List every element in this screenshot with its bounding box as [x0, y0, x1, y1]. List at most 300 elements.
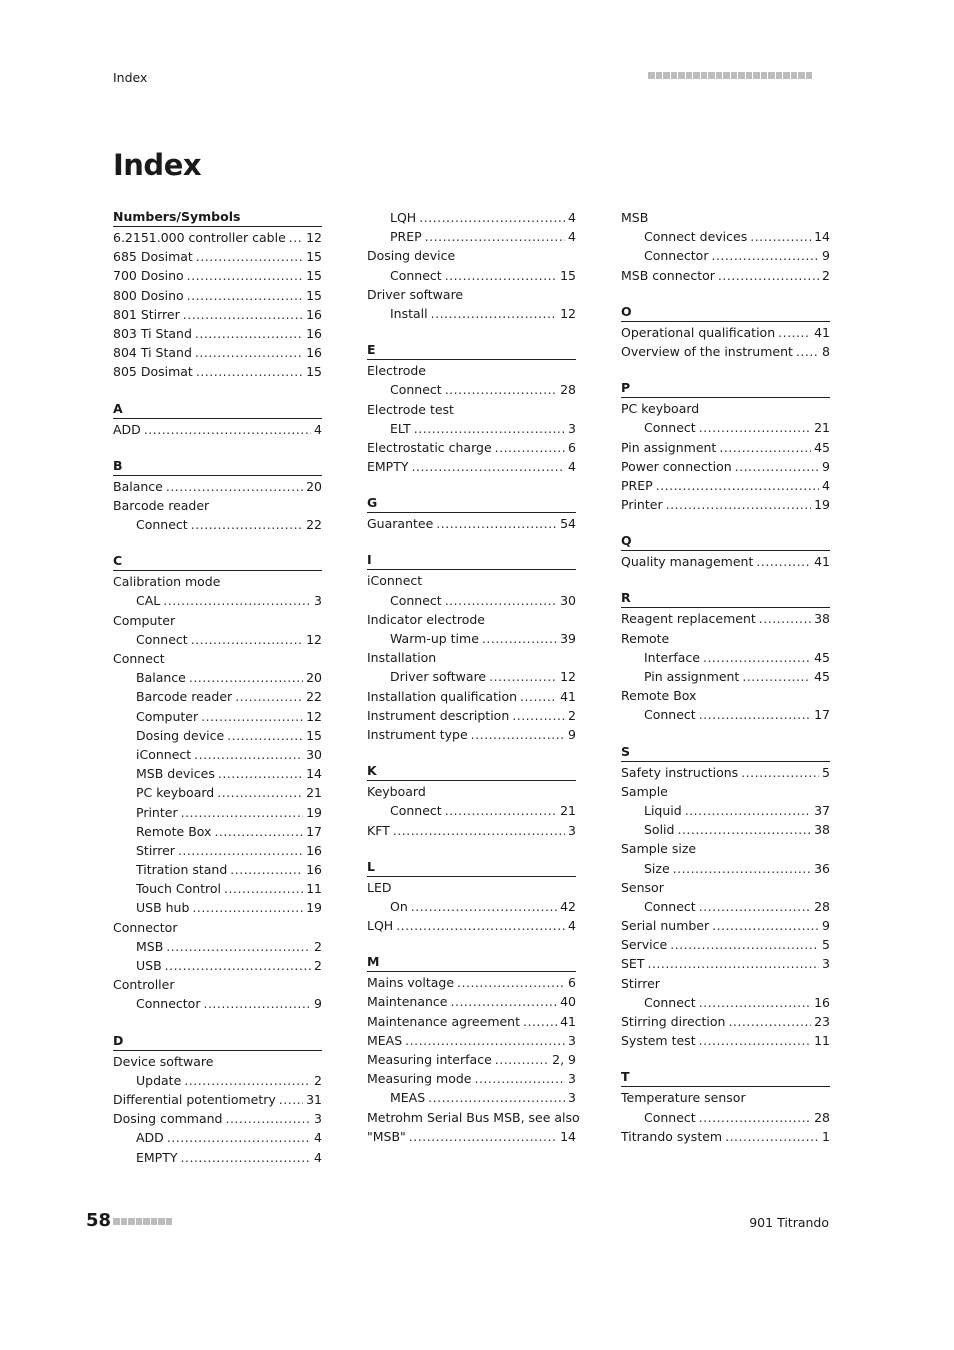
- index-entry: [367, 916, 576, 935]
- dot-leader: [728, 1012, 811, 1031]
- dot-leader: [235, 687, 303, 706]
- dot-leader: [489, 667, 557, 686]
- entry-term: Remote Box: [136, 823, 212, 839]
- dot-leader: [166, 477, 303, 496]
- entry-term: Driver software: [390, 669, 487, 685]
- index-section: [113, 400, 322, 439]
- dot-leader: [495, 1050, 549, 1069]
- index-entry: [367, 648, 576, 667]
- decor-square: [143, 1218, 150, 1225]
- index-subentry: [113, 707, 322, 726]
- entry-term: Mains voltage: [367, 975, 455, 991]
- entry-page-ref: 4: [314, 421, 322, 437]
- index-entry: [367, 400, 576, 419]
- dot-leader: [523, 1012, 557, 1031]
- entry-term: Stirrer: [136, 842, 175, 858]
- index-entry: [621, 399, 830, 418]
- dot-leader: [445, 266, 557, 285]
- entry-term: 700 Dosino: [113, 268, 184, 284]
- dot-leader: [428, 1088, 565, 1107]
- entry-term: Power connection: [621, 458, 732, 474]
- entry-page-ref: 3: [568, 420, 576, 436]
- index-entry: [367, 821, 576, 840]
- dot-leader: [445, 591, 557, 610]
- index-section: [367, 762, 576, 840]
- index-subentry: [113, 1148, 322, 1167]
- index-entry: [113, 611, 322, 630]
- index-subentry: [621, 993, 830, 1012]
- index-entry: [113, 266, 322, 285]
- dot-leader: [451, 992, 558, 1011]
- entry-page-ref: 11: [306, 881, 322, 897]
- entry-term: ADD: [113, 421, 141, 437]
- entry-term: Connect: [390, 382, 442, 398]
- section-letter: B: [113, 457, 322, 476]
- entry-term: Balance: [136, 670, 186, 686]
- entry-page-ref: 5: [822, 764, 830, 780]
- index-entry: [621, 763, 830, 782]
- entry-page-ref: 23: [814, 1014, 830, 1029]
- entry-page-ref: 21: [814, 420, 830, 436]
- entry-term: Pin assignment: [621, 439, 717, 455]
- dot-leader: [414, 419, 565, 438]
- entry-term: Liquid: [644, 802, 682, 818]
- entry-term: MEAS: [390, 1090, 426, 1106]
- index-entry: [113, 1109, 322, 1128]
- entry-term: MSB: [136, 938, 164, 954]
- entry-page-ref: 2: [314, 938, 322, 954]
- index-entry: [113, 975, 322, 994]
- section-letter: L: [367, 858, 576, 877]
- index-section: [113, 1032, 322, 1167]
- dot-leader: [699, 418, 811, 437]
- entry-term: Sample size: [621, 841, 697, 857]
- decor-square: [686, 72, 693, 79]
- dot-leader: [457, 973, 565, 992]
- index-entry: [621, 1088, 830, 1107]
- decor-square: [113, 1218, 120, 1225]
- index-subentry: [113, 687, 322, 706]
- dot-leader: [196, 247, 303, 266]
- index-section: [367, 551, 576, 744]
- index-entry: [113, 228, 322, 247]
- dot-leader: [227, 726, 303, 745]
- dot-leader: [656, 476, 819, 495]
- dot-leader: [178, 841, 303, 860]
- entry-term: Balance: [113, 478, 163, 494]
- footer-decoration-squares: [113, 1218, 172, 1225]
- entry-page-ref: 4: [568, 918, 576, 934]
- decor-square: [738, 72, 745, 79]
- entry-term: Measuring mode: [367, 1071, 472, 1087]
- entry-page-ref: 17: [814, 707, 830, 723]
- index-subentry: [367, 629, 576, 648]
- entry-term: Instrument type: [367, 726, 468, 742]
- entry-term: Guarantee: [367, 516, 434, 532]
- entry-term: ADD: [136, 1130, 164, 1146]
- dot-leader: [750, 227, 811, 246]
- decor-square: [678, 72, 685, 79]
- entry-term: Maintenance: [367, 994, 448, 1010]
- entry-page-ref: 9: [822, 918, 830, 934]
- decor-square: [723, 72, 730, 79]
- entry-term: Device software: [113, 1053, 214, 1069]
- index-entry: [621, 609, 830, 628]
- entry-term: MSB devices: [136, 766, 215, 782]
- index-entry: [113, 247, 322, 266]
- index-entry: [621, 629, 830, 648]
- entry-page-ref: 16: [306, 325, 322, 341]
- section-letter: T: [621, 1068, 830, 1087]
- entry-term: Calibration mode: [113, 574, 221, 590]
- entry-page-ref: 38: [814, 822, 830, 838]
- entry-page-ref: 22: [306, 689, 322, 705]
- index-entry: [113, 649, 322, 668]
- dot-leader: [181, 1148, 312, 1167]
- dot-leader: [712, 916, 819, 935]
- entry-term: Electrode: [367, 363, 426, 379]
- dot-leader: [756, 552, 811, 571]
- entry-page-ref: 19: [814, 497, 830, 513]
- entry-term: Serial number: [621, 918, 710, 934]
- dot-leader: [703, 648, 811, 667]
- index-subentry: [113, 726, 322, 745]
- index-subentry: [113, 668, 322, 687]
- index-entry: [367, 438, 576, 457]
- index-entry: [621, 686, 830, 705]
- index-section: [367, 858, 576, 936]
- entry-term: Operational qualification: [621, 324, 776, 340]
- entry-page-ref: 41: [814, 324, 830, 340]
- entry-term: Printer: [621, 497, 663, 513]
- entry-term: On: [390, 898, 408, 914]
- index-subentry: [621, 897, 830, 916]
- dot-leader: [699, 897, 811, 916]
- dot-leader: [187, 266, 303, 285]
- dot-leader: [699, 1108, 811, 1127]
- dot-leader: [711, 246, 819, 265]
- index-entry: [367, 1127, 576, 1146]
- index-entry: [621, 916, 830, 935]
- entry-term: Titrando system: [621, 1128, 723, 1144]
- index-entry: [367, 725, 576, 744]
- entry-term: Remote Box: [621, 688, 697, 704]
- dot-leader: [214, 822, 303, 841]
- dot-leader: [225, 1109, 311, 1128]
- index-subentry: [113, 937, 322, 956]
- index-subentry: [113, 860, 322, 879]
- index-entry: [113, 1090, 322, 1109]
- index-entry: [621, 495, 830, 514]
- dot-leader: [412, 457, 566, 476]
- entry-page-ref: 19: [306, 804, 322, 820]
- entry-page-ref: 15: [560, 267, 576, 283]
- index-entry: [113, 324, 322, 343]
- entry-term: Metrohm Serial Bus MSB, see also: [367, 1109, 580, 1125]
- index-entry: [621, 878, 830, 897]
- decor-square: [716, 72, 723, 79]
- dot-leader: [192, 898, 303, 917]
- index-entry: [621, 457, 830, 476]
- entry-term: Interface: [644, 649, 700, 665]
- product-name: 901 Titrando: [749, 1215, 829, 1230]
- entry-page-ref: 16: [814, 994, 830, 1010]
- entry-page-ref: 3: [314, 1111, 322, 1127]
- entry-term: Sample: [621, 783, 668, 799]
- entry-page-ref: 39: [560, 631, 576, 646]
- index-column-2: [367, 208, 580, 1164]
- index-subentry: [621, 820, 830, 839]
- entry-term: 801 Stirrer: [113, 306, 180, 322]
- section-letter: K: [367, 762, 576, 781]
- dot-leader: [184, 1071, 311, 1090]
- dot-leader: [194, 745, 303, 764]
- index-entry: [621, 782, 830, 801]
- entry-page-ref: 15: [306, 287, 322, 303]
- dot-leader: [796, 342, 819, 361]
- dot-leader: [741, 763, 819, 782]
- entry-page-ref: 21: [560, 803, 576, 819]
- dot-leader: [699, 1031, 812, 1050]
- index-entry: [621, 839, 830, 858]
- entry-term: Stirring direction: [621, 1014, 726, 1029]
- entry-page-ref: 4: [314, 1130, 322, 1146]
- decor-square: [746, 72, 753, 79]
- section-letter: O: [621, 303, 830, 322]
- index-entry: [367, 973, 576, 992]
- index-section: [367, 208, 576, 323]
- entry-term: PREP: [390, 229, 422, 245]
- index-entry: [367, 706, 576, 725]
- index-subentry: [367, 897, 576, 916]
- entry-page-ref: 30: [560, 592, 576, 608]
- index-section: [621, 208, 830, 285]
- index-subentry: [621, 227, 830, 246]
- entry-page-ref: 30: [306, 746, 322, 762]
- index-subentry: [367, 208, 576, 227]
- dot-leader: [735, 457, 819, 476]
- entry-page-ref: 41: [560, 1013, 576, 1029]
- entry-term: Keyboard: [367, 784, 426, 800]
- entry-term: Dosing command: [113, 1111, 223, 1127]
- entry-term: Barcode reader: [136, 689, 233, 705]
- dot-leader: [673, 859, 811, 878]
- entry-page-ref: 3: [568, 1071, 576, 1087]
- entry-term: LED: [367, 879, 392, 895]
- index-subentry: [113, 898, 322, 917]
- entry-page-ref: 1: [822, 1128, 830, 1144]
- entry-term: 685 Dosimat: [113, 249, 193, 265]
- index-entry: [113, 1052, 322, 1071]
- section-letter: D: [113, 1032, 322, 1051]
- entry-page-ref: 4: [568, 210, 576, 225]
- entry-page-ref: 22: [306, 517, 322, 533]
- decor-square: [166, 1218, 173, 1225]
- entry-term: Installation: [367, 650, 437, 666]
- entry-term: Connect: [136, 631, 188, 647]
- section-letter: G: [367, 494, 576, 513]
- entry-term: Connector: [644, 248, 709, 264]
- index-section: [113, 457, 322, 535]
- index-subentry: [113, 783, 322, 802]
- decor-square: [648, 72, 655, 79]
- index-subentry: [367, 266, 576, 285]
- index-subentry: [113, 822, 322, 841]
- index-subentry: [367, 227, 576, 246]
- entry-term: Overview of the instrument: [621, 343, 793, 359]
- index-subentry: [113, 630, 322, 649]
- section-letter: Numbers/Symbols: [113, 208, 322, 227]
- entry-term: Update: [136, 1072, 182, 1088]
- index-subentry: [621, 418, 830, 437]
- index-entry: [113, 572, 322, 591]
- index-entry: [367, 457, 576, 476]
- entry-page-ref: 41: [560, 688, 576, 704]
- index-subentry: [113, 745, 322, 764]
- entry-term: Solid: [644, 822, 675, 838]
- section-letter: A: [113, 400, 322, 419]
- decor-square: [753, 72, 760, 79]
- index-entry: [113, 918, 322, 937]
- entry-term: Computer: [113, 612, 176, 628]
- entry-page-ref: 12: [560, 669, 576, 685]
- entry-term: ELT: [390, 420, 411, 436]
- entry-term: Instrument description: [367, 707, 510, 723]
- entry-term: MEAS: [367, 1032, 403, 1048]
- entry-page-ref: 14: [814, 229, 830, 245]
- entry-term: Barcode reader: [113, 497, 210, 513]
- entry-term: 804 Ti Stand: [113, 345, 192, 361]
- section-letter: S: [621, 743, 830, 762]
- dot-leader: [431, 304, 557, 323]
- index-entry: [367, 361, 576, 380]
- entry-page-ref: 4: [314, 1149, 322, 1165]
- entry-page-ref: 21: [306, 785, 322, 801]
- dot-leader: [742, 667, 811, 686]
- entry-term: Safety instructions: [621, 764, 739, 780]
- decor-square: [121, 1218, 128, 1225]
- header-decoration-squares: [648, 72, 812, 79]
- entry-term: Touch Control: [136, 881, 222, 897]
- index-entry: [621, 476, 830, 495]
- decor-square: [791, 72, 798, 79]
- entry-term: iConnect: [136, 746, 192, 762]
- decor-square: [693, 72, 700, 79]
- entry-page-ref: 12: [306, 631, 322, 647]
- entry-term: PREP: [621, 477, 653, 493]
- dot-leader: [195, 324, 303, 343]
- index-subentry: [113, 1071, 322, 1090]
- entry-page-ref: 28: [814, 1109, 830, 1125]
- page-title: Index: [113, 148, 202, 182]
- dot-leader: [165, 956, 311, 975]
- dot-leader: [718, 266, 819, 285]
- entry-term: Installation qualification: [367, 688, 518, 704]
- entry-page-ref: 19: [306, 900, 322, 916]
- entry-page-ref: 16: [306, 306, 322, 322]
- entry-term: Connector: [113, 919, 178, 935]
- entry-term: Connect: [644, 420, 696, 436]
- decor-square: [798, 72, 805, 79]
- entry-term: Connect: [644, 898, 696, 914]
- dot-leader: [191, 515, 303, 534]
- dot-leader: [218, 764, 303, 783]
- index-entry: [367, 782, 576, 801]
- index-entry: [621, 1031, 830, 1050]
- dot-leader: [279, 1090, 303, 1109]
- entry-page-ref: 6: [568, 439, 576, 455]
- dot-leader: [725, 1127, 819, 1146]
- entry-term: Connect: [136, 517, 188, 533]
- entry-term: USB hub: [136, 900, 190, 916]
- index-entry: [367, 878, 576, 897]
- dot-leader: [512, 706, 565, 725]
- entry-term: Connect: [390, 267, 442, 283]
- index-entry: [621, 1012, 830, 1031]
- entry-page-ref: 45: [814, 649, 830, 665]
- index-entry: [621, 208, 830, 227]
- index-subentry: [367, 419, 576, 438]
- index-entry: [113, 420, 322, 439]
- decor-square: [158, 1218, 165, 1225]
- entry-page-ref: 4: [822, 477, 830, 493]
- section-letter: I: [367, 551, 576, 570]
- index-subentry: [113, 994, 322, 1013]
- entry-page-ref: 14: [306, 766, 322, 782]
- entry-page-ref: 15: [306, 268, 322, 284]
- entry-term: Maintenance agreement: [367, 1013, 521, 1029]
- dot-leader: [647, 954, 819, 973]
- entry-term: Printer: [136, 804, 178, 820]
- entry-term: Driver software: [367, 286, 464, 302]
- dot-leader: [471, 725, 565, 744]
- dot-leader: [405, 1031, 565, 1050]
- decor-square: [731, 72, 738, 79]
- entry-term: Reagent replacement: [621, 611, 756, 627]
- entry-page-ref: 3: [568, 822, 576, 838]
- index-column-1: [113, 208, 322, 1185]
- index-section: [113, 552, 322, 1013]
- dot-leader: [670, 935, 819, 954]
- entry-term: PC keyboard: [621, 401, 700, 417]
- running-header-title: Index: [113, 70, 148, 85]
- entry-page-ref: 12: [306, 708, 322, 724]
- index-entry: [621, 1127, 830, 1146]
- entry-page-ref: 15: [306, 249, 322, 265]
- entry-term: Connect: [390, 592, 442, 608]
- index-entry: [113, 362, 322, 381]
- entry-page-ref: 15: [306, 364, 322, 380]
- entry-term: KFT: [367, 822, 390, 838]
- section-letter: E: [367, 341, 576, 360]
- entry-term: MSB: [621, 210, 649, 225]
- index-entry: [367, 246, 576, 265]
- entry-term: Service: [621, 937, 668, 953]
- entry-term: Titration stand: [136, 862, 228, 878]
- entry-page-ref: 28: [814, 898, 830, 914]
- index-subentry: [621, 859, 830, 878]
- dot-leader: [495, 438, 565, 457]
- entry-term: MSB connector: [621, 267, 715, 283]
- entry-page-ref: 15: [306, 727, 322, 743]
- index-subentry: [113, 803, 322, 822]
- index-subentry: [113, 879, 322, 898]
- dot-leader: [166, 937, 311, 956]
- dot-leader: [409, 1127, 557, 1146]
- dot-leader: [482, 629, 557, 648]
- decor-square: [151, 1218, 158, 1225]
- decor-square: [128, 1218, 135, 1225]
